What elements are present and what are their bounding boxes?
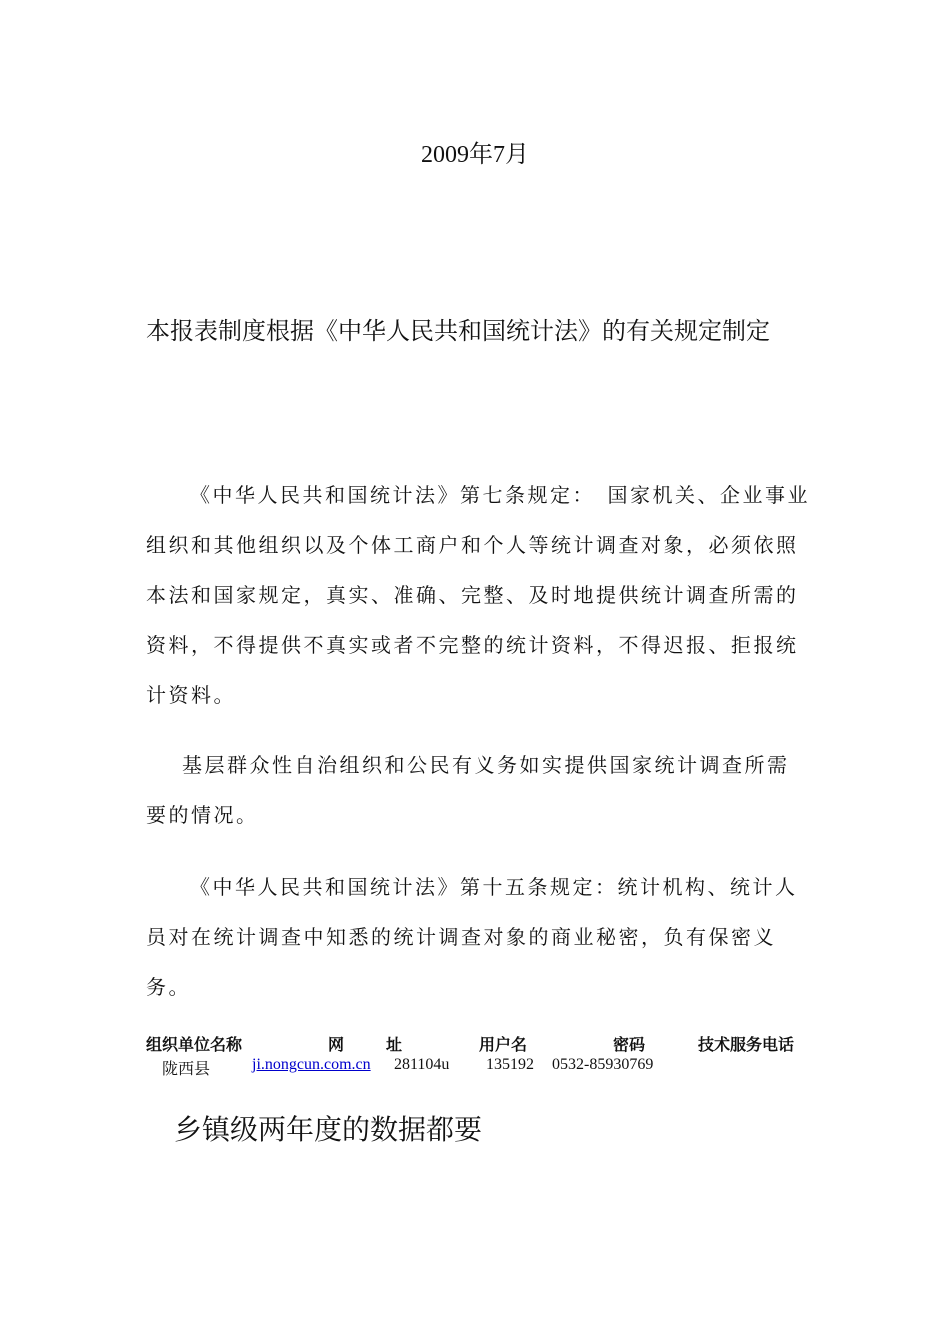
header-username: 用户名 <box>479 1037 528 1054</box>
header-tech-phone: 技术服务电话 <box>698 1037 795 1054</box>
row-url-link[interactable]: ji.nongcun.com.cn <box>252 1056 371 1073</box>
note-text: 乡镇级两年度的数据都要 <box>174 1113 483 1146</box>
document-date: 2009年7月 <box>421 142 529 168</box>
row-password: 135192 <box>486 1056 534 1073</box>
header-url-part-2: 址 <box>386 1037 403 1054</box>
article-7-continued-paragraph: 基层群众性自治组织和公民有义务如实提供国家统计调查所需要的情况。 <box>146 753 790 827</box>
row-username: 281104u <box>394 1056 450 1073</box>
header-url-part-1: 网 <box>328 1037 345 1054</box>
intro-paragraph: 本报表制度根据《中华人民共和国统计法》的有关规定制定 <box>146 317 770 345</box>
header-org-name: 组织单位名称 <box>146 1037 243 1054</box>
row-org-name: 陇西县 <box>162 1061 211 1078</box>
article-15-paragraph: 《中华人民共和国统计法》第十五条规定：统计机构、统计人员对在统计调查中知悉的统计调查对象的商业秘密，负有保密义务。 <box>146 875 798 999</box>
header-password: 密码 <box>613 1037 646 1054</box>
account-table-header <box>146 1032 846 1056</box>
account-table-row <box>146 1056 846 1080</box>
row-tech-phone: 0532-85930769 <box>552 1056 654 1073</box>
article-7-paragraph: 《中华人民共和国统计法》第七条规定： 国家机关、企业事业组织和其他组织以及个体工商户和个人等统计调查对象，必须依照本法和国家规定，真实、准确、完整、及时地提供统计调查所需的资料，不得提供不真实或者不完整的统计资料，不得迟报、拒报统计资料。 <box>146 483 810 707</box>
